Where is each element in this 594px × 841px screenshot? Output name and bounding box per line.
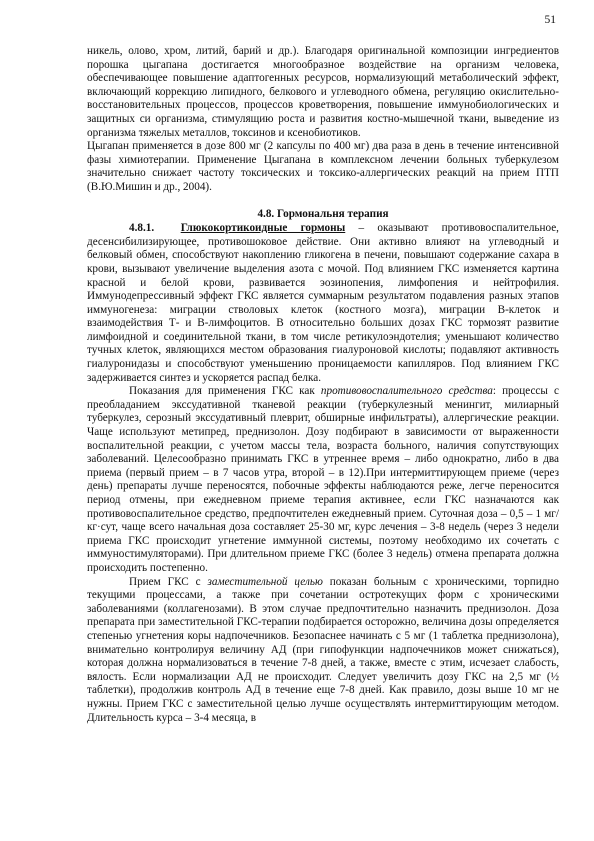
paragraph-continued: никель, олово, хром, литий, барий и др.). Благодаря оригинальной композиции ингредиентов порошка цыгапана достигается многообразное воздействие на организм человека, обеспечивающее повышение адаптогенных ресурсов, нормализующий метаболический эффект, включающий коррекцию липидного, белкового и углеводного обмена, регуляцию окислительно-восстановительных процессов, процессов кроветворения, повышение иммунобиологических и защитных си организма, стимулящию роста и развития костно-мышечной ткани, выведение из организма тяжелых металлов, токсинов и ксенобиотиков. [87,45,559,139]
indications-paragraph [87,385,559,575]
replacement-emphasis: заместительной целью [207,575,323,588]
subsection-text: – оказывают противовоспалительное, десенсибилизирующее, противошоковое действие. Они активно влияют на углеводный и белковый обмен, способствуют накоплению гликогена в печени, повышают содержание сахара в крови, вызывают увеличение выделения азота с мочой. Под влиянием ГКС изменяется картина красной и белой крови, развивается эозинопения, лимфопения и нейтрофилия. Иммунодепрессивный эффект ГКС является суммарным результатом подавления разных этапов иммуногенеза: миграции стволовых клеток (костного мозга), миграции В-клеток и взаимодействия Т- и В-лимфоцитов. В относительно больших дозах ГКС тормозят развитие лимфоидной и соединительной ткани, в том числе ретикулоэндотелия; уменьшают количество тучных клеток, являющихся местом образования гиалуроновой кислоты; подавляют активность гиалуронидазы и способствуют уменьшению проницаемости капилляров. Под влиянием ГКС задерживается синтез и ускоряется распад белка. [87,222,559,384]
spacer [87,195,559,208]
indications-text: : процессы с преобладанием экссудативной тканевой реакции (туберкулезный менингит, милиарный туберкулез, серозный экссудативный плеврит, обширные инфильтраты), аллергические реакции. Чаще используют метипред, преднизолон. Дозу подбирают в зависимости от выраженности воспалительной реакции, с учетом массы тела, возраста больного, наличия сопутствующих заболеваний. Целесообразно принимать ГКС в утреннее время – либо однократно, либо в два приема (первый прием – в 7 часов утра, второй – в 12).При интермиттирующем приеме (через день) препараты лучше переносятся, побочные эффекты наблюдаются реже, легче переносится период отмены, при ежедневном приеме терапия активнее, если ГКС назначаются как противовоспалительное средство, предпочтителен ежедневный прием. Суточная доза – 0,5 – 1 мг/кг·сут, чаще всего начальная доза составляет 25-30 мг, курс лечения – 3-8 недель (через 3 недели приема ГКС происходит угнетение иммунной системы, поэтому необходимо их сочетать с иммуностимуляторами). При длительном приеме ГКС (более 3 недель) отмена препарата должна происходить постепенно. [87,385,559,574]
page-number: 51 [544,14,556,26]
subsection-number: 4.8.1. [129,222,155,235]
replacement-paragraph [87,576,559,726]
paragraph-tsygapan-dose: Цыгапан применяется в дозе 800 мг (2 капсулы по 400 мг) два раза в день в течение интенсивной фазы химиотерапии. Применение Цыгапана в комплексном лечении больных туберкулезом значительно снижает частоту токсических и токсико-аллергических реакций на прием ПТП (В.Ю.Мишин и др., 2004). [87,140,559,193]
page-body [87,45,559,725]
indications-emphasis: противовоспалительного средства [320,385,493,398]
replacement-lead: Прием ГКС с [129,575,208,588]
indications-lead: Показания для применения ГКС как [129,385,321,398]
replacement-text: показан больным с хроническими, торпидно текущими процессами, а также при сочетании остротекущих форм с хроническими заболеваниями (коллагенозами). В этом случае предпочтительно назначить преднизолон. Доза препарата при заместительной ГКС-терапии подбирается осторожно, величина дозы определяется степенью угнетения коры надпочечников. Безопаснее начинать с 5 мг (1 таблетка преднизолона), внимательно контролируя величину АД (при гипофункции надпочечников может снижаться), которая должна нормализоваться в течение 7-8 дней, а также, вместе с этим, исчезает слабость, вялость. Если нормализации АД не происходит. Следует увеличить дозу ГКС на 2,5 мг (½ таблетки), продолжив контроль АД в течение еще 7-8 дней. Как правило, дозы выше 10 мг не нужны. Прием ГКС с заместительной целью лучше осуществлять интермиттирующим методом. Длительность курса – 3-4 месяца, в [87,575,559,724]
section-heading: 4.8. Гормональня терапия [257,207,389,220]
subsection-title: Глюкокортикоидные гормоны [180,222,346,235]
subsection-paragraph [87,222,559,385]
